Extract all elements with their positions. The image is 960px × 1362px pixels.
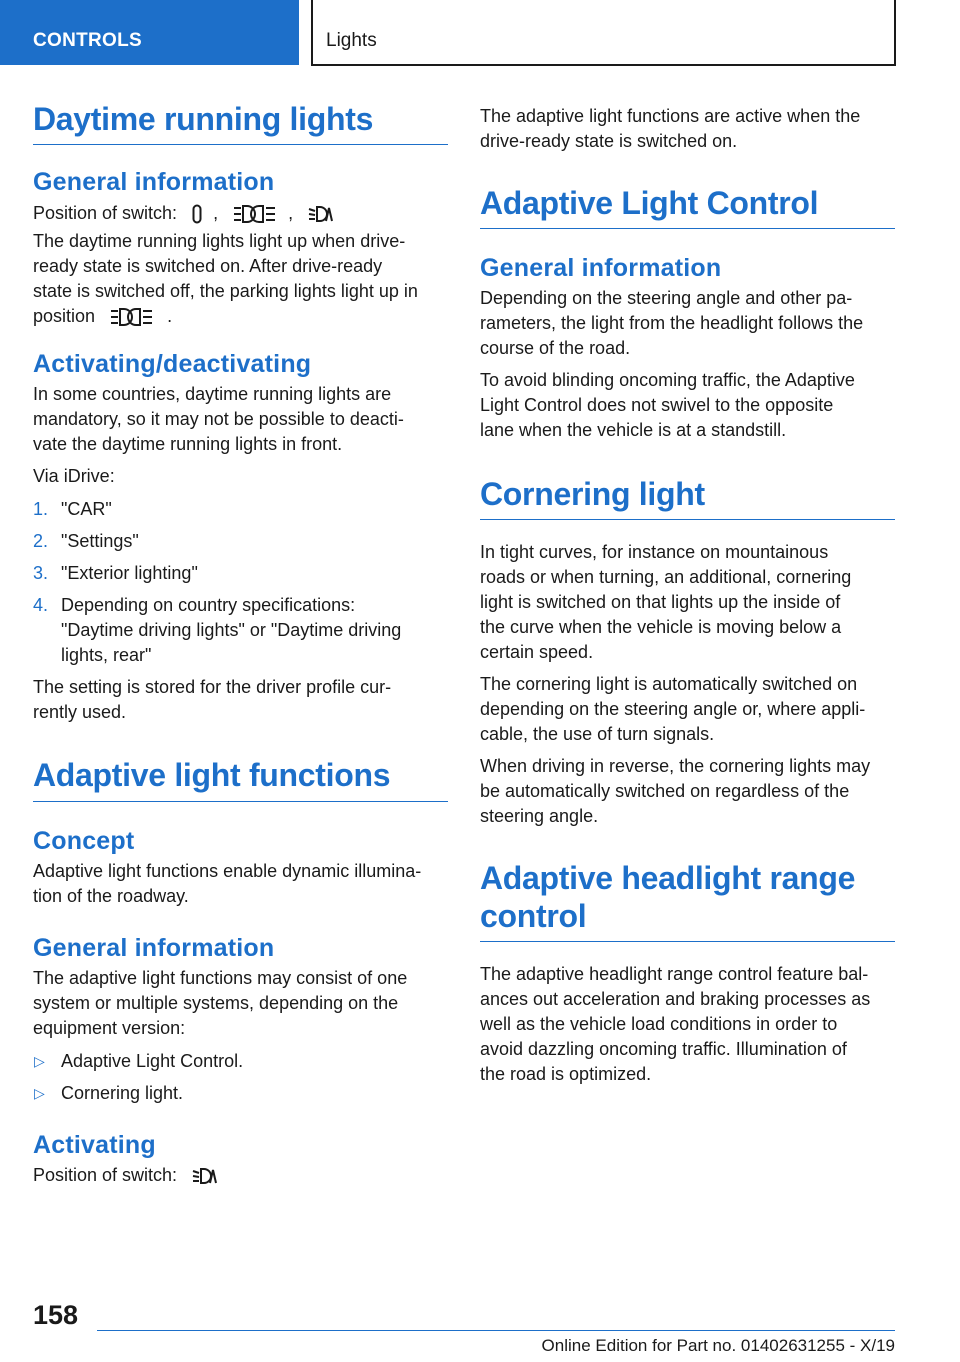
cornering-paragraph-3: When driving in reverse, the cornering lights may be automatically switched on regardless of the steering angle. xyxy=(480,756,871,826)
concept-heading: Concept xyxy=(33,827,135,855)
idrive-steps-list xyxy=(33,497,448,668)
list-item: 4. Depending on country specifications: "Daytime driving lights" or "Daytime driving lights, rear" xyxy=(33,595,402,665)
alf-title: Adaptive light functions xyxy=(33,757,391,793)
via-idrive-label: Via iDrive: xyxy=(33,466,115,486)
alc-title: Adaptive Light Control xyxy=(480,185,819,221)
ahrc-section-heading xyxy=(480,859,895,942)
ahrc-title: Adaptive headlight range control xyxy=(480,860,856,934)
automatic-headlight-icon xyxy=(308,204,334,224)
list-item: 3. "Exterior lighting" xyxy=(33,563,198,583)
section-tab-controls: CONTROLS xyxy=(0,0,299,65)
alc-general-info-heading: General information xyxy=(480,254,722,282)
activating-paragraph: In some countries, daytime running lights are mandatory, so it may not be possible to deacti- vate the daytime running lights in front. xyxy=(33,384,404,454)
list-item: 1. "CAR" xyxy=(33,499,112,519)
chapter-tab-lights: Lights xyxy=(311,0,896,66)
right-column xyxy=(480,104,895,1087)
cornering-paragraph: In tight curves, for instance on mountainous roads or when turning, an additional, cornering light is switched on that lights up the inside of the curve when the vehicle is moving below a certain speed. xyxy=(480,542,852,662)
concept-paragraph: Adaptive light functions enable dynamic illumina- tion of the roadway. xyxy=(33,861,422,906)
switch-position-line: Position of switch: , , xyxy=(33,201,448,226)
list-item: ▷ Adaptive Light Control. xyxy=(34,1051,244,1071)
page-number: 158 xyxy=(33,1300,79,1330)
switch-off-icon xyxy=(192,204,202,224)
list-item: 2. "Settings" xyxy=(33,531,139,551)
activating-heading: Activating xyxy=(33,1131,156,1159)
ahrc-paragraph: The adaptive headlight range control feature bal- ances out acceleration and braking processes as well as the vehicle load conditions in order to avoid dazzling oncoming traffic. Illumination of the road is optimized. xyxy=(480,964,871,1084)
footer-edition-text: Online Edition for Part no. 01402631255 - X/19 xyxy=(541,1336,895,1355)
alf-systems-list xyxy=(33,1049,448,1106)
drl-paragraph: The daytime running lights light up when drive- ready state is switched on. After drive-ready state is switched off, the parking lights light up in position . xyxy=(33,231,418,326)
cornering-paragraph-2: The cornering light is automatically switched on depending on the steering angle or, where appli- cable, the use of turn signals. xyxy=(480,674,866,744)
footer-divider xyxy=(97,1330,895,1331)
alc-paragraph: Depending on the steering angle and other pa- rameters, the light from the headlight follows the course of the road. xyxy=(480,288,864,358)
alf-section-heading xyxy=(33,756,448,802)
parking-lights-icon xyxy=(110,307,154,327)
automatic-headlight-icon xyxy=(192,1166,218,1186)
alf-active-paragraph: The adaptive light functions are active when the drive-ready state is switched on. xyxy=(480,106,861,151)
alf-general-paragraph: The adaptive light functions may consist of one system or multiple systems, depending on the equipment version: xyxy=(33,968,408,1038)
list-item: ▷ Cornering light. xyxy=(34,1083,184,1103)
setting-stored-paragraph: The setting is stored for the driver profile cur- rently used. xyxy=(33,677,392,722)
alc-section-heading xyxy=(480,184,895,229)
cornering-title: Cornering light xyxy=(480,476,705,512)
cornering-section-heading xyxy=(480,475,895,520)
drl-title: Daytime running lights xyxy=(33,101,374,137)
activating-switch-line: Position of switch: xyxy=(33,1163,448,1188)
activating-deactivating-heading: Activating/deactivating xyxy=(33,350,312,378)
alf-general-info-heading: General information xyxy=(33,934,275,962)
left-column xyxy=(33,100,448,1188)
drl-section-heading xyxy=(33,100,448,145)
parking-lights-icon xyxy=(233,204,277,224)
drl-general-info-heading: General information xyxy=(33,168,275,196)
alc-paragraph-2: To avoid blinding oncoming traffic, the Adaptive Light Control does not swivel to the opposite lane when the vehicle is at a standstill. xyxy=(480,370,855,440)
